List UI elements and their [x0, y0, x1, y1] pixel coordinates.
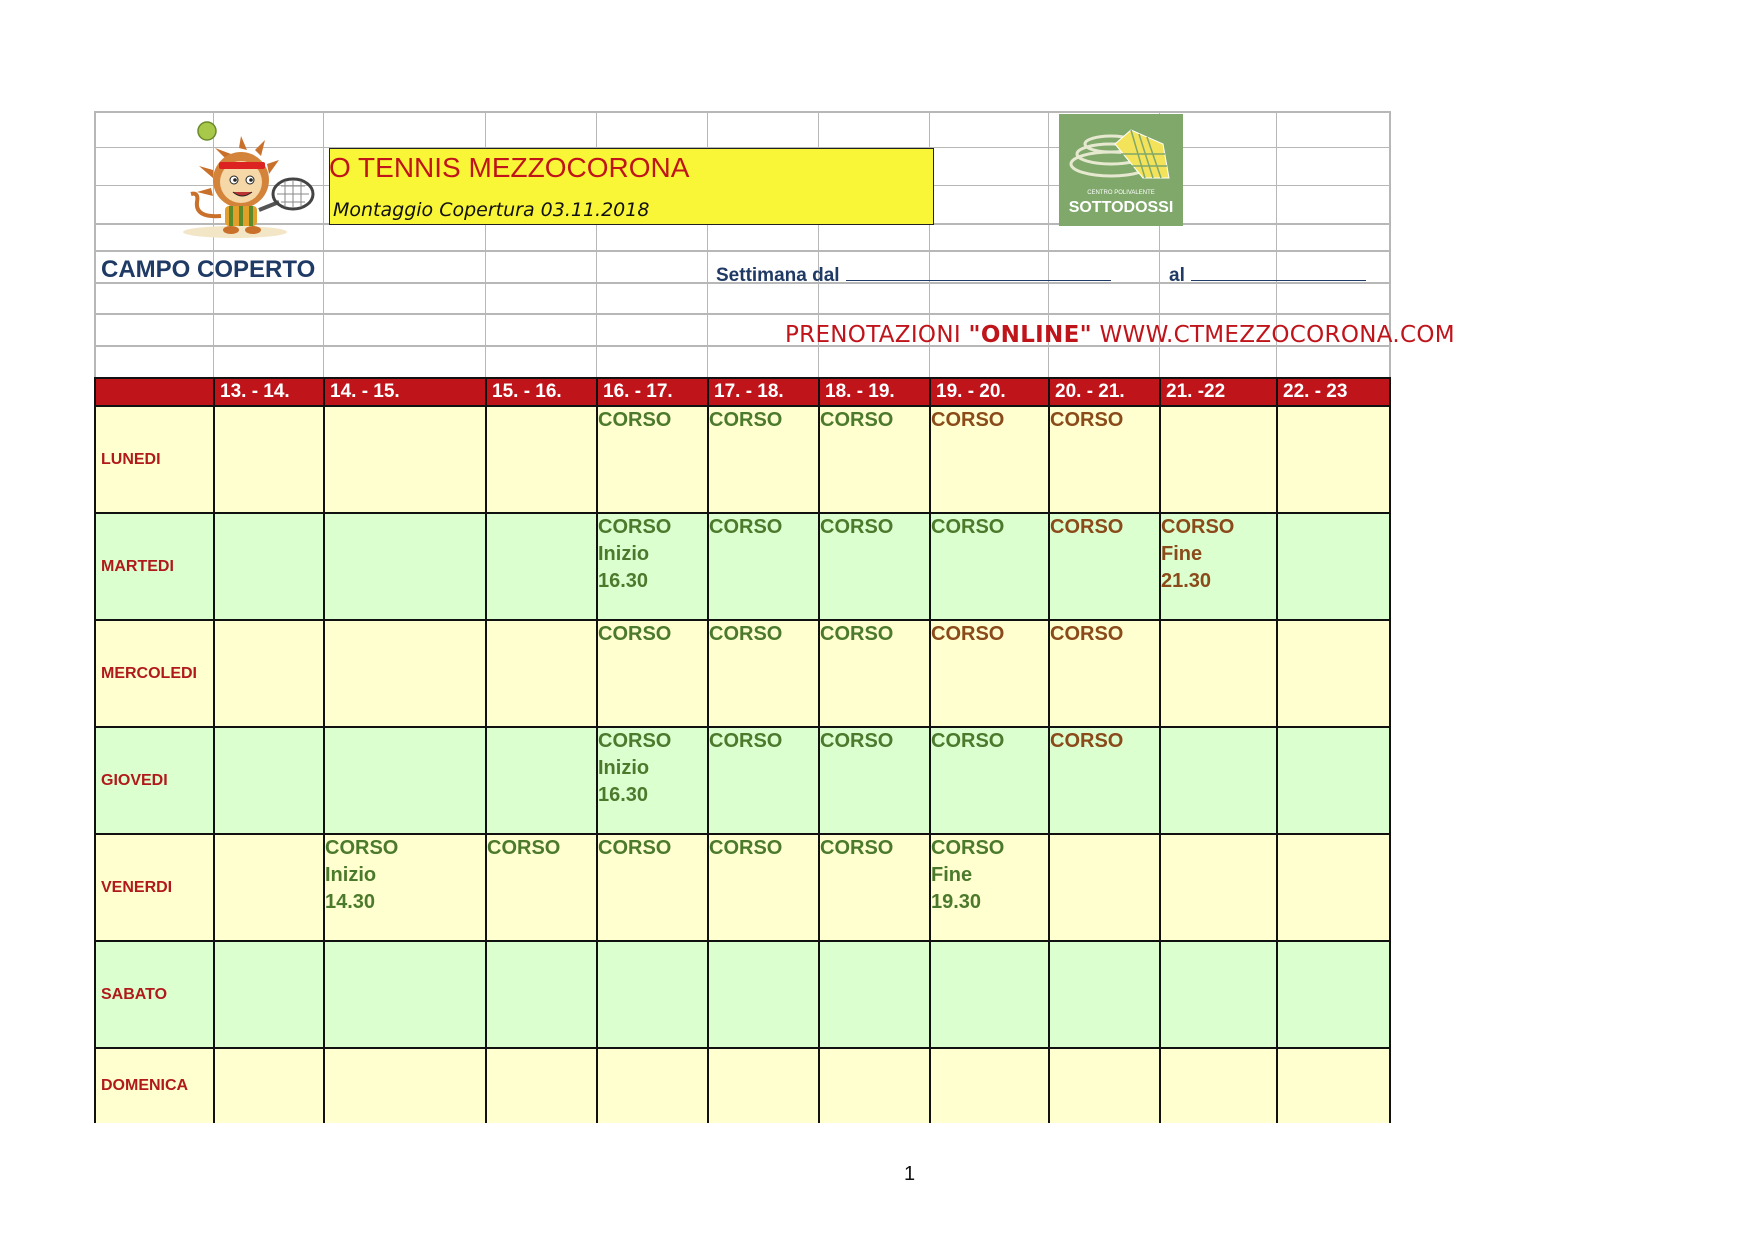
slot-cell[interactable]: CORSO	[1049, 513, 1160, 620]
hour-header: 18. - 19.	[819, 378, 930, 406]
slot-cell[interactable]	[1277, 406, 1390, 513]
slot-cell[interactable]: CORSO	[930, 513, 1049, 620]
slot-cell[interactable]	[486, 1048, 597, 1123]
tennis-mascot-logo	[155, 118, 325, 240]
slot-cell[interactable]	[1277, 727, 1390, 834]
slot-cell[interactable]	[1160, 1048, 1277, 1123]
slot-cell[interactable]	[819, 941, 930, 1048]
day-label: LUNEDI	[95, 406, 214, 513]
week-from-blank[interactable]	[846, 262, 1111, 281]
slot-cell[interactable]: CORSO Fine 21.30	[1160, 513, 1277, 620]
slot-cell[interactable]	[214, 620, 324, 727]
slot-cell[interactable]	[708, 941, 819, 1048]
slot-cell[interactable]	[324, 513, 486, 620]
hour-header: 20. - 21.	[1049, 378, 1160, 406]
slot-cell[interactable]	[819, 1048, 930, 1123]
day-row	[95, 1048, 1390, 1123]
slot-cell[interactable]: CORSO	[708, 406, 819, 513]
day-label: MERCOLEDI	[95, 620, 214, 727]
slot-cell[interactable]: CORSO	[819, 834, 930, 941]
slot-cell[interactable]: CORSO Inizio 14.30	[324, 834, 486, 941]
hour-header: 21. -22	[1160, 378, 1277, 406]
slot-cell[interactable]	[1277, 941, 1390, 1048]
slot-cell[interactable]	[214, 941, 324, 1048]
slot-cell[interactable]: CORSO	[819, 727, 930, 834]
stadium-icon	[1059, 114, 1183, 226]
slot-cell[interactable]: CORSO	[486, 834, 597, 941]
slot-cell[interactable]: CORSO	[1049, 406, 1160, 513]
slot-cell[interactable]	[486, 620, 597, 727]
slot-cell[interactable]: CORSO	[597, 620, 708, 727]
slot-cell[interactable]: CORSO	[930, 406, 1049, 513]
hour-header: 16. - 17.	[597, 378, 708, 406]
day-label: SABATO	[95, 941, 214, 1048]
slot-cell[interactable]: CORSO	[708, 620, 819, 727]
slot-cell[interactable]	[597, 941, 708, 1048]
day-row	[95, 941, 1390, 1048]
sottodossi-logo	[1059, 114, 1183, 226]
slot-cell[interactable]	[486, 727, 597, 834]
slot-cell[interactable]	[1049, 941, 1160, 1048]
slot-cell[interactable]	[1277, 513, 1390, 620]
svg-text:SOTTODOSSI: SOTTODOSSI	[1068, 199, 1174, 216]
day-label: DOMENICA	[95, 1048, 214, 1123]
hour-header: 22. - 23	[1277, 378, 1390, 406]
slot-cell[interactable]	[214, 834, 324, 941]
slot-cell[interactable]: CORSO Fine 19.30	[930, 834, 1049, 941]
online-keyword: "ONLINE"	[968, 322, 1092, 348]
slot-cell[interactable]: CORSO	[819, 513, 930, 620]
slot-cell[interactable]: CORSO	[708, 834, 819, 941]
club-name: O TENNIS MEZZOCORONA	[329, 152, 690, 183]
slot-cell[interactable]	[324, 1048, 486, 1123]
slot-cell[interactable]: CORSO Inizio 16.30	[597, 727, 708, 834]
slot-cell[interactable]	[324, 727, 486, 834]
corner-cell	[95, 378, 214, 406]
slot-cell[interactable]	[1160, 727, 1277, 834]
slot-cell[interactable]	[1049, 1048, 1160, 1123]
week-to-label: al	[1169, 265, 1185, 286]
slot-cell[interactable]	[214, 513, 324, 620]
slot-cell[interactable]: CORSO	[708, 513, 819, 620]
day-label: MARTEDI	[95, 513, 214, 620]
day-row	[95, 406, 1390, 513]
slot-cell[interactable]	[1277, 620, 1390, 727]
slot-cell[interactable]	[324, 620, 486, 727]
slot-cell[interactable]: CORSO	[819, 620, 930, 727]
slot-cell[interactable]	[1049, 834, 1160, 941]
slot-cell[interactable]	[324, 406, 486, 513]
hour-header: 15. - 16.	[486, 378, 597, 406]
day-row	[95, 620, 1390, 727]
day-label: VENERDI	[95, 834, 214, 941]
week-to-blank[interactable]	[1191, 262, 1366, 281]
online-booking-notice: PRENOTAZIONI "ONLINE" WWW.CTMEZZOCORONA.COM	[785, 322, 1455, 348]
slot-cell[interactable]	[1160, 941, 1277, 1048]
slot-cell[interactable]	[1277, 834, 1390, 941]
slot-cell[interactable]	[486, 941, 597, 1048]
slot-cell[interactable]	[1160, 620, 1277, 727]
slot-cell[interactable]: CORSO	[819, 406, 930, 513]
hours-header-row	[95, 378, 1390, 406]
slot-cell[interactable]	[930, 1048, 1049, 1123]
slot-cell[interactable]	[930, 941, 1049, 1048]
slot-cell[interactable]	[486, 513, 597, 620]
hour-header: 13. - 14.	[214, 378, 324, 406]
day-row	[95, 513, 1390, 620]
field-label: CAMPO COPERTO	[101, 256, 316, 283]
slot-cell[interactable]	[597, 1048, 708, 1123]
slot-cell[interactable]: CORSO	[597, 406, 708, 513]
slot-cell[interactable]: CORSO	[597, 834, 708, 941]
slot-cell[interactable]	[708, 1048, 819, 1123]
slot-cell[interactable]: CORSO Inizio 16.30	[597, 513, 708, 620]
page-number: 1	[904, 1163, 916, 1185]
hour-header: 14. - 15.	[324, 378, 486, 406]
slot-cell[interactable]	[324, 941, 486, 1048]
week-to	[1169, 262, 1366, 287]
slot-cell[interactable]	[486, 406, 597, 513]
slot-cell[interactable]: CORSO	[1049, 620, 1160, 727]
cover-install-date: Montaggio Copertura 03.11.2018	[333, 199, 650, 221]
svg-text:CENTRO POLIVALENTE: CENTRO POLIVALENTE	[1087, 190, 1155, 196]
slot-cell[interactable]	[1160, 406, 1277, 513]
week-from-label: Settimana dal	[716, 265, 840, 286]
slot-cell[interactable]	[214, 727, 324, 834]
day-row	[95, 834, 1390, 941]
website-link[interactable]: WWW.CTMEZZOCORONA.COM	[1091, 322, 1455, 348]
day-label: GIOVEDI	[95, 727, 214, 834]
slot-cell[interactable]: CORSO	[930, 727, 1049, 834]
slot-cell[interactable]	[214, 1048, 324, 1123]
hour-header: 19. - 20.	[930, 378, 1049, 406]
slot-cell[interactable]	[1277, 1048, 1390, 1123]
slot-cell[interactable]	[1160, 834, 1277, 941]
day-row	[95, 727, 1390, 834]
schedule-table	[94, 377, 1391, 1123]
hour-header: 17. - 18.	[708, 378, 819, 406]
slot-cell[interactable]: CORSO	[1049, 727, 1160, 834]
slot-cell[interactable]: CORSO	[930, 620, 1049, 727]
week-from	[716, 262, 1111, 287]
slot-cell[interactable]: CORSO	[708, 727, 819, 834]
slot-cell[interactable]	[214, 406, 324, 513]
